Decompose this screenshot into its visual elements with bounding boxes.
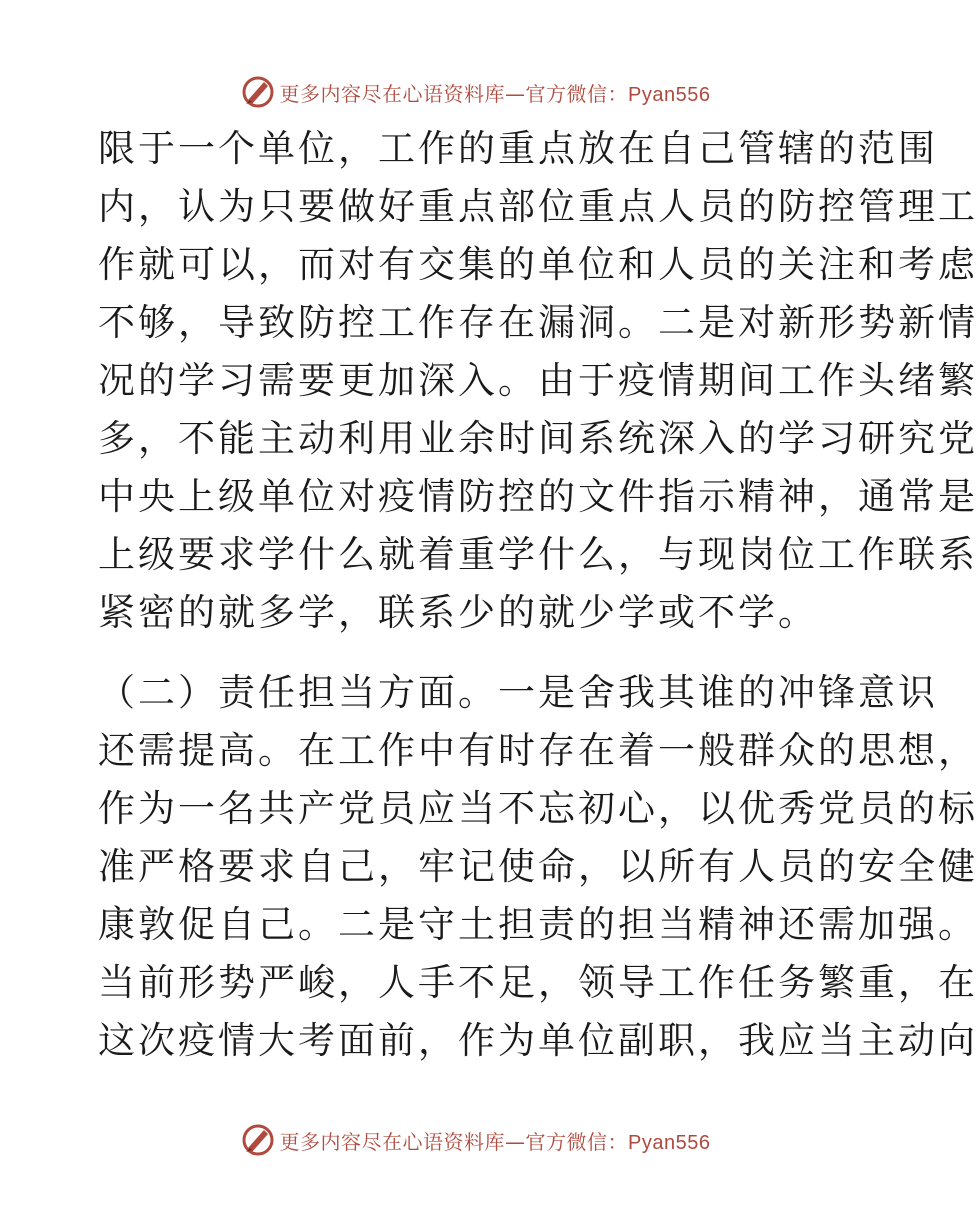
header-banner-text	[280, 78, 711, 107]
text-line: 当前形势严峻，人手不足，领导工作任务繁重，在	[98, 961, 978, 1004]
footer-wechat-id: Pyan556	[628, 1131, 711, 1154]
text-line: 限于一个单位，工作的重点放在自己管辖的范围	[98, 127, 938, 170]
text-line: 作为一名共产党员应当不忘初心，以优秀党员的标	[98, 787, 978, 830]
text-line: 作就可以，而对有交集的单位和人员的关注和考虑	[98, 243, 978, 286]
text-line: 上级要求学什么就着重学什么，与现岗位工作联系	[98, 533, 978, 576]
text-line: 还需提高。在工作中有时存在着一般群众的思想，	[98, 729, 978, 772]
text-line: 康敦促自己。二是守土担责的担当精神还需加强。	[98, 903, 978, 946]
footer-banner-text	[280, 1126, 711, 1155]
pen-logo-icon	[240, 1122, 276, 1158]
text-line: 准严格要求自己，牢记使命，以所有人员的安全健	[98, 845, 978, 888]
text-line: 况的学习需要更加深入。由于疫情期间工作头绪繁	[98, 359, 978, 402]
text-line: 这次疫情大考面前，作为单位副职，我应当主动向	[98, 1019, 978, 1062]
text-line: 中央上级单位对疫情防控的文件指示精神，通常是	[98, 475, 978, 518]
header-wechat-id: Pyan556	[628, 83, 711, 106]
text-line: 多，不能主动利用业余时间系统深入的学习研究党	[98, 417, 978, 460]
footer-banner-label: 更多内容尽在心语资料库—官方微信：	[279, 1129, 629, 1154]
text-line: 紧密的就多学，联系少的就少学或不学。	[98, 591, 818, 634]
text-line: 内，认为只要做好重点部位重点人员的防控管理工	[98, 185, 978, 228]
paragraph-2	[98, 664, 978, 1070]
header-banner	[0, 72, 950, 112]
text-line: （二）责任担当方面。一是舍我其谁的冲锋意识	[98, 671, 938, 714]
footer-banner	[0, 1120, 950, 1160]
paragraph-1	[98, 120, 978, 642]
text-line: 不够，导致防控工作存在漏洞。二是对新形势新情	[98, 301, 978, 344]
pen-logo-icon	[240, 74, 276, 110]
header-banner-label: 更多内容尽在心语资料库—官方微信：	[279, 81, 629, 106]
document-body	[98, 120, 978, 1070]
paragraph-gap	[98, 642, 858, 664]
